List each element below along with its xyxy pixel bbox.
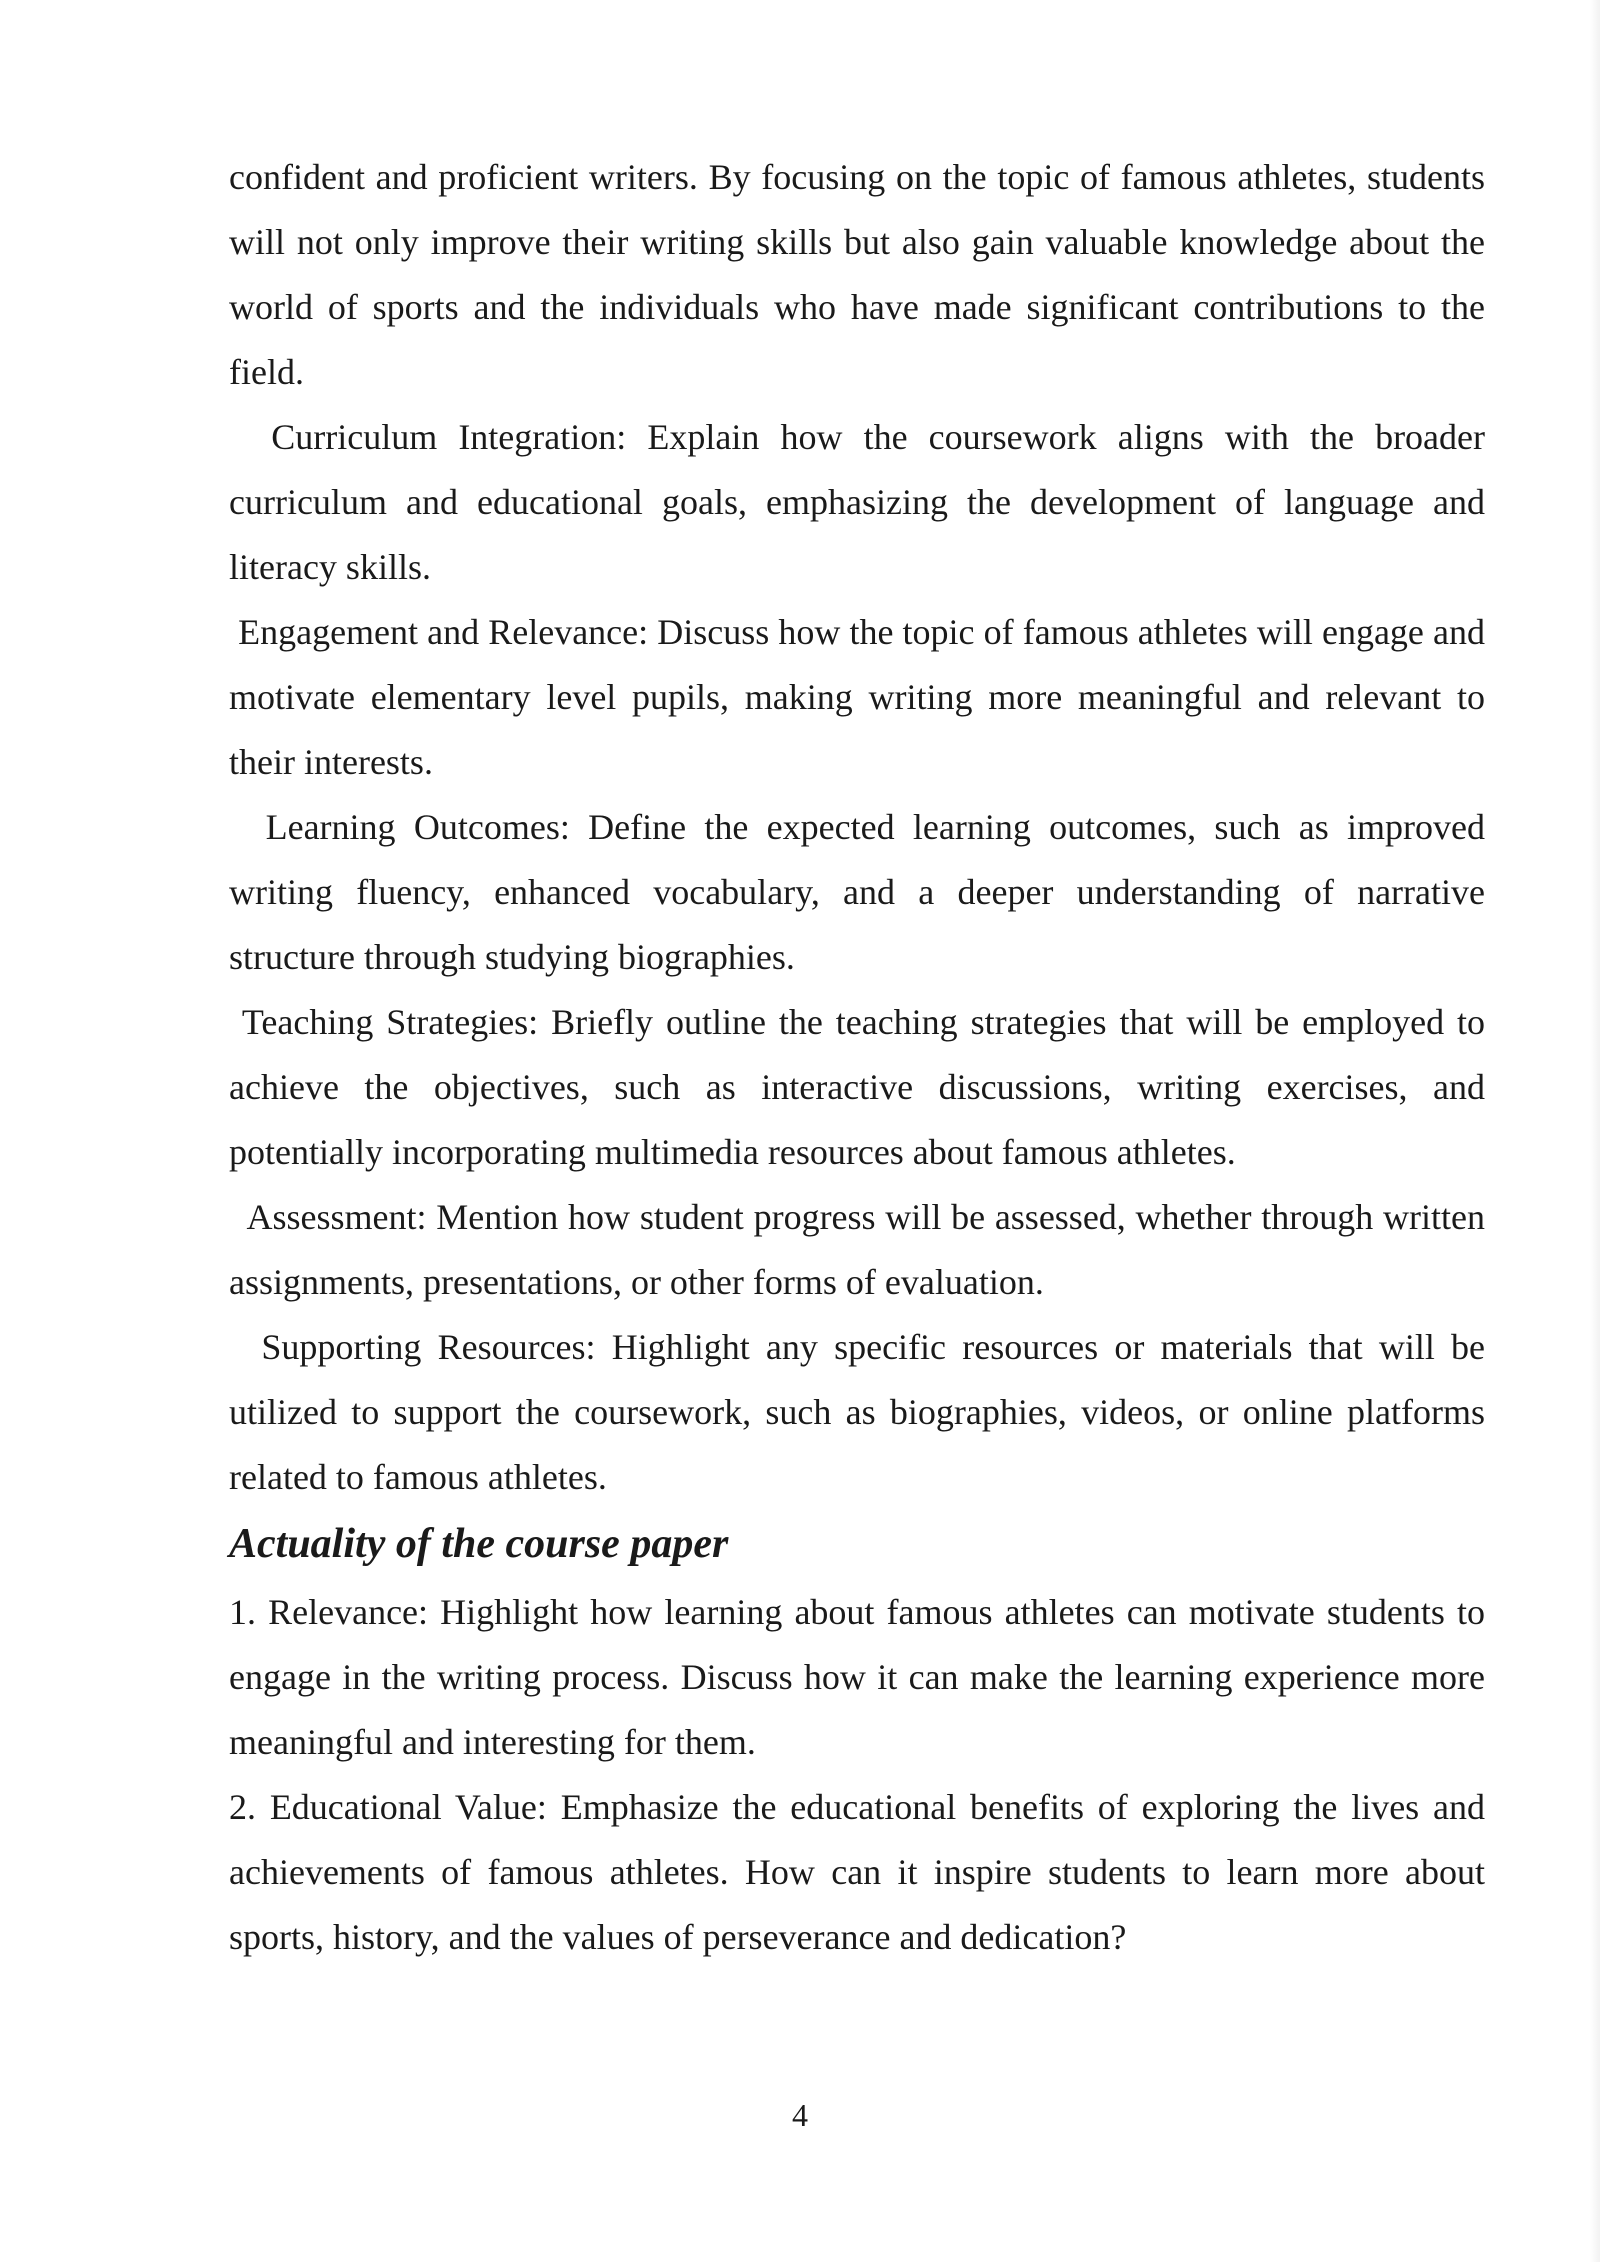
- paragraph-learning-outcomes: Learning Outcomes: Define the expected learning outcomes, such as improved writing fluency, enhanced vocabulary, and a deeper understanding of narrative structure through studying biographies.: [229, 807, 1485, 977]
- paragraph-curriculum-integration: Curriculum Integration: Explain how the coursework aligns with the broader curriculum and educational goals, emphasizing the development of language and literacy skills.: [229, 417, 1485, 587]
- page-number: 4: [792, 2097, 808, 2133]
- section-heading: Actuality of the course paper: [229, 1521, 729, 1567]
- paragraph-intro-continuation: confident and proficient writers. By focusing on the topic of famous athletes, students will not only improve their writing skills but also gain valuable knowledge about the world of sports and the individuals who have made significant contributions to the field.: [229, 157, 1485, 392]
- page-body: [229, 145, 1485, 1970]
- paragraph-supporting-resources: Supporting Resources: Highlight any specific resources or materials that will be utilized to support the coursework, such as biographies, videos, or online platforms related to famous athletes.: [229, 1327, 1485, 1497]
- paragraph-relevance: 1. Relevance: Highlight how learning about famous athletes can motivate students to engage in the writing process. Discuss how it can make the learning experience more meaningful and interesting for them.: [229, 1592, 1485, 1762]
- paragraph-assessment: Assessment: Mention how student progress will be assessed, whether through written assignments, presentations, or other forms of evaluation.: [229, 1197, 1485, 1302]
- page-edge-shadow: [1590, 0, 1600, 2262]
- paragraph-engagement-relevance: Engagement and Relevance: Discuss how the topic of famous athletes will engage and motivate elementary level pupils, making writing more meaningful and relevant to their interests.: [229, 612, 1485, 782]
- paragraph-teaching-strategies: Teaching Strategies: Briefly outline the teaching strategies that will be employed to achieve the objectives, such as interactive discussions, writing exercises, and potentially incorporating multimedia resources about famous athletes.: [229, 1002, 1485, 1172]
- paragraph-educational-value: 2. Educational Value: Emphasize the educational benefits of exploring the lives and achievements of famous athletes. How can it inspire students to learn more about sports, history, and the values of perseverance and dedication?: [229, 1787, 1485, 1957]
